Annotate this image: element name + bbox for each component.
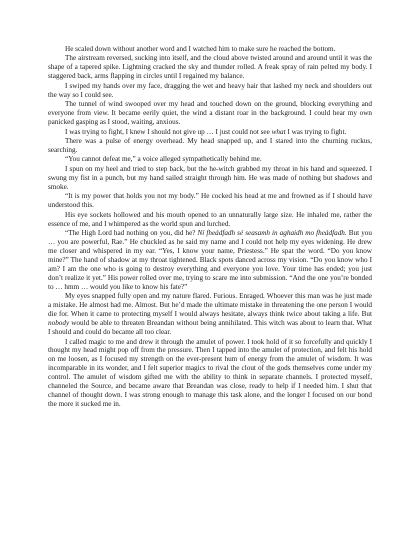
text-run: I swiped my hands over my face, dragging the wet and heavy hair that lashed my neck and shoulders out the way so I could see. [48,81,372,99]
paragraph [48,137,372,155]
text-run: “You cannot defeat me,” a voice alleged sympathetically behind me. [65,155,262,164]
paragraph [48,229,372,292]
paragraph [48,45,372,54]
paragraph [48,100,372,127]
italic-text: Ní fheádfadh sé seasamh in aghaidh mo fheádfadh. [197,229,347,238]
italic-text: nobody [48,319,70,328]
paragraph [48,165,372,192]
text-run: I called magic to me and drew it through the amulet of power. I took hold of it so forcefully and quickly I thought my head might pop off from the pressure. Then I tapped into the amulet of protection, and felt his hold on me loosen, as I focused my strength on the ever-present hum of energy from the amulet of wisdom. It was incomparable in its wonder, and I felt superior magics to rival the clout of the gods themselves come under my control. The amulet of wisdom gifted me with the ability to think in separate channels. I protected myself, channeled the Source, and became aware that Breandan was close, ready to help if I needed him. I shut that channel of thought down. I was strong enough to manage this task alone, and the longer I focused on our bond the more it sucked me in. [48,337,372,409]
text-run: “It is my power that holds you not my body.” He cocked his head at me and frowned as if I should have understood this. [48,192,372,210]
text-run: The tunnel of wind swooped over my head and touched down on the ground, blocking everything and everyone from view. It became eerily quiet, the wind a distant roar in the background. I could hear my own panicked gasping as I stood, waiting, anxious. [48,100,372,127]
text-run: I was trying to fight, I knew I should not give up … I just could not see [65,127,272,136]
text-run: He scaled down without another word and I watched him to make sure he reached the bottom. [65,45,336,53]
text-run: would be able to threaten Breandan without being annihilated. This witch was about to learn that. What I should and could do became all too clear. [48,319,372,337]
italic-text: what [271,127,286,136]
text-run: His eye sockets hollowed and his mouth opened to an unnaturally large size. He inhaled me, rather the essence of me, and I whimpered as the world spun and lurched. [48,210,372,228]
paragraph [48,155,372,164]
paragraph [48,211,372,229]
text-run: The airstream reversed, sucking into itself, and the cloud above twisted around and around until it was the shape of a tapered spike. Lightning cracked the sky and thunder rolled. A freak spray of rain pelted my body. I staggered back, arms flapping in circles until I regained my balance. [48,54,372,81]
body-text [48,45,372,409]
text-run: My eyes snapped fully open and my nature flared. Furious. Enraged. Whoever this man was he just made a mistake. He almost had me. Almost. But he’d made the ultimate mistake in threatening the one person I would die for. When it came to protecting myself I would always hesitate, always think twice about taking a life. But [48,292,372,319]
text-run: I was trying to fight. [285,127,347,136]
paragraph [48,128,372,137]
text-run: I spun on my heel and tried to step back, but the he-witch grabbed my throat in his hand and squeezed. I swung my fist in a punch, but my hand sailed straight through him. He was made of nothing but shadows and smoke. [48,164,372,191]
text-run: There was a pulse of energy overhead. My head snapped up, and I stared into the churning ruckus, searching. [48,137,372,154]
text-run: But you … you are powerful, Rae.” He chuckled as he said my name and I could not help my eyes widening. He drew me closer and whispered in my ear. “Yes, I know your name, Priestess.” He spat the word. “Do you know mine?” The hand of shadow at my throat tightened. Black spots danced across my vision. “Do you know who I am? I am the one who is going to destroy everything and everyone you love. Your time has ended; you just don’t realize it yet.” His power rolled over me, trying to scare me into submission. “And the one you’re bonded to … hmm … would you like to know his fate?” [48,229,372,291]
paragraph [48,54,372,81]
text-run: “The High Lord had nothing on you, did he? [65,229,198,238]
paragraph [48,82,372,100]
paragraph [48,192,372,210]
paragraph [48,292,372,337]
paragraph [48,338,372,410]
